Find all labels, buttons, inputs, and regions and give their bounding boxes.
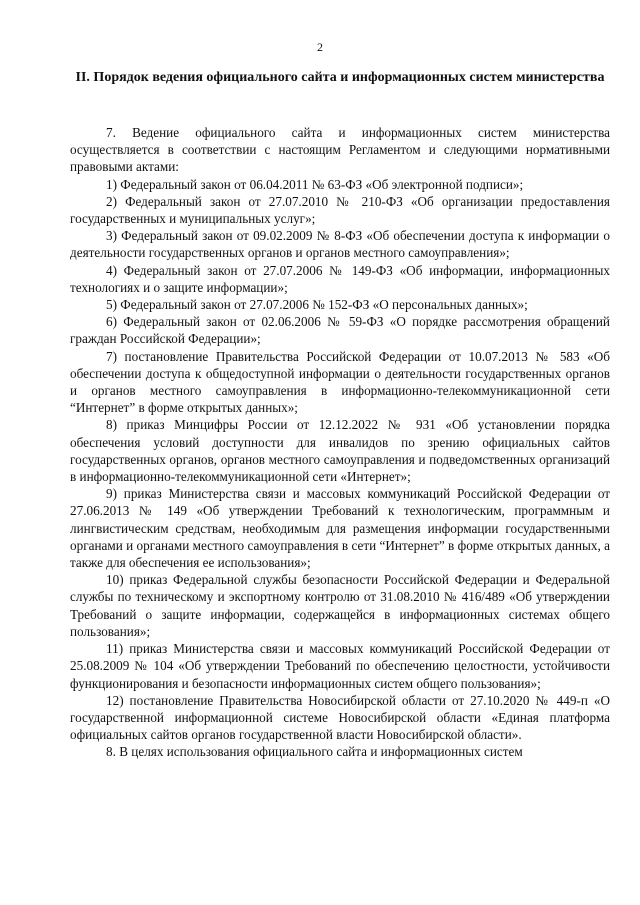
list-item-8: 8) приказ Минцифры России от 12.12.2022 № 931 «Об установлении порядка обеспечения условий доступности для инвалидов по зрению официальных сайтов государственных органов, органов местного самоуправления и подведомственных организаций в информационно-телекоммуникационной сети «Интернет»; [70,417,610,485]
section-heading: II. Порядок ведения официального сайта и информационных систем министерства [75,70,605,85]
list-item-2: 2) Федеральный закон от 27.07.2010 № 210-ФЗ «Об организации предоставления государственных и муниципальных услуг»; [70,193,610,227]
list-item-9: 9) приказ Министерства связи и массовых коммуникаций Российской Федерации от 27.06.2013 № 149 «Об утверждении Требований к технологическим, программным и лингвистическим средствам, необходимым для размещения информации государственными органами и органами местного самоуправления в сети “Интернет” в форме открытых данных, а также для обеспечения ее использования»; [70,486,610,571]
list-item-1: 1) Федеральный закон от 06.04.2011 № 63-ФЗ «Об электронной подписи»; [106,176,524,192]
list-item-5: 5) Федеральный закон от 27.07.2006 № 152-ФЗ «О персональных данных»; [106,297,528,313]
list-item-3: 3) Федеральный закон от 09.02.2009 № 8-ФЗ «Об обеспечении доступа к информации о деятельности государственных органов и органов местного самоуправления»; [70,228,610,261]
list-item-7: 7) постановление Правительства Российской Федерации от 10.07.2013 № 583 «Об обеспечении доступа к общедоступной информации о деятельности государственных органов и органов местного самоуправления в информационно-телекоммуникационной сети “Интернет” в форме открытых данных»; [70,348,610,416]
paragraph-item-7: 7. Ведение официального сайта и информационных систем министерства осуществляется в соответствии с настоящим Регламентом и следующими нормативными правовыми актами: [70,125,610,175]
list-item-4: 4) Федеральный закон от 27.07.2006 № 149-ФЗ «Об информации, информационных технологиях и о защите информации»; [70,262,610,295]
paragraph-item-8: 8. В целях использования официального сайта и информационных систем [106,744,523,760]
list-item-11: 11) приказ Министерства связи и массовых коммуникаций Российской Федерации от 25.08.2009 № 104 «Об утверждении Требований по обеспечению целостности, устойчивости функционирования и безопасности информационных систем общего пользования»; [70,641,610,691]
document-body [70,124,610,761]
list-item-12: 12) постановление Правительства Новосибирской области от 27.10.2020 № 449-п «О государственной информационной системе Новосибирской области «Единая платформа официальных сайтов органов государственной власти Новосибирской области». [70,692,610,743]
list-item-10: 10) приказ Федеральной службы безопасности Российской Федерации и Федеральной службы по техническому и экспортному контролю от 31.08.2010 № 416/489 «Об утверждении Требований о защите информации, содержащейся в информационных системах общего пользования»; [70,572,610,639]
page-number: 2 [317,40,323,54]
list-item-6: 6) Федеральный закон от 02.06.2006 № 59-ФЗ «О порядке рассмотрения обращений граждан Российской Федерации»; [70,314,610,347]
